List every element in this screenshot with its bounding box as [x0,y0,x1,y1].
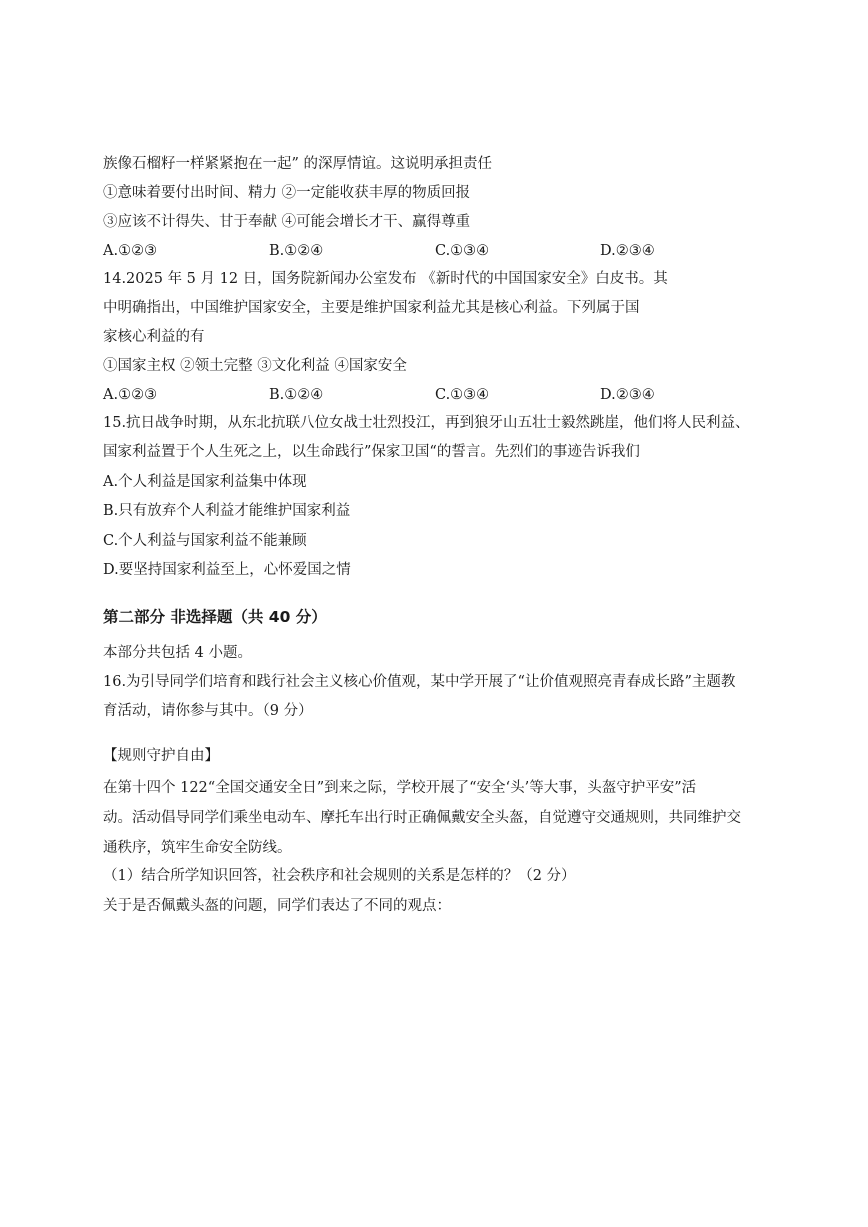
q14-option-a: A.①②③ [103,387,158,403]
q16-stem-line2: 育活动，请你参与其中。（9 分） [103,703,313,719]
q15-stem-line1: 15.抗日战争时期，从东北抗联八位女战士壮烈投江，再到狼牙山五壮士毅然跳崖，他们将人民利益、 [103,415,750,431]
part2-heading: 第二部分 非选择题（共 40 分） [103,608,327,626]
q16-sub-question-1: （1）结合所学知识回答，社会秩序和社会规则的关系是怎样的？（2 分） [103,868,576,884]
q14-option-c: C.①③④ [435,387,490,403]
q14-option-d: D.②③④ [600,387,655,403]
q14-stem-line3: 家核心利益的有 [103,329,205,345]
q13-stem-tail: 族像石榴籽一样紧紧抱在一起” 的深厚情谊。这说明承担责任 [103,156,493,172]
q14-option-b: B.①②④ [269,387,324,403]
q14-items: ①国家主权 ②领土完整 ③文化利益 ④国家安全 [103,358,407,374]
q16-material-line1: 在第十四个 122“全国交通安全日”到来之际，学校开展了“安全‘头’等大事，头盔守护平安”活 [103,780,697,796]
q13-option-c: C.①③④ [435,243,490,259]
q16-subsection-title: 【规则守护自由】 [103,748,219,764]
part2-intro: 本部分共包括 4 小题。 [103,645,252,661]
q16-after-q1: 关于是否佩戴头盔的问题，同学们表达了不同的观点： [103,898,451,914]
q15-stem-line2: 国家利益置于个人生死之上，以生命践行”保家卫国“的誓言。先烈们的事迹告诉我们 [103,444,640,460]
q16-material-line3: 通秩序，筑牢生命安全防线。 [103,840,292,856]
q15-option-a: A.个人利益是国家利益集中体现 [103,474,307,490]
q15-option-d: D.要坚持国家利益至上，心怀爱国之情 [103,562,351,578]
q14-stem-line1: 14.2025 年 5 月 12 日，国务院新闻办公室发布 《新时代的中国国家安全》白皮书。其 [103,271,668,287]
q13-items-line1: ①意味着要付出时间、精力 ②一定能收获丰厚的物质回报 [103,185,471,201]
q14-stem-line2: 中明确指出，中国维护国家安全，主要是维护国家利益尤其是核心利益。下列属于国 [103,300,640,316]
q16-stem-line1: 16.为引导同学们培育和践行社会主义核心价值观，某中学开展了“让价值观照亮青春成长路”主题教 [103,674,736,690]
q13-option-a: A.①②③ [103,243,158,259]
q13-option-d: D.②③④ [600,243,655,259]
q15-option-b: B.只有放弃个人利益才能维护国家利益 [103,503,351,519]
q13-items-line2: ③应该不计得失、甘于奉献 ④可能会增长才干、赢得尊重 [103,214,471,230]
q14-options [103,385,773,405]
q13-options [103,241,773,261]
q15-option-c: C.个人利益与国家利益不能兼顾 [103,533,307,549]
q16-material-line2: 动。活动倡导同学们乘坐电动车、摩托车出行时正确佩戴安全头盔，自觉遵守交通规则，共同维护交 [103,810,741,826]
q13-option-b: B.①②④ [269,243,324,259]
